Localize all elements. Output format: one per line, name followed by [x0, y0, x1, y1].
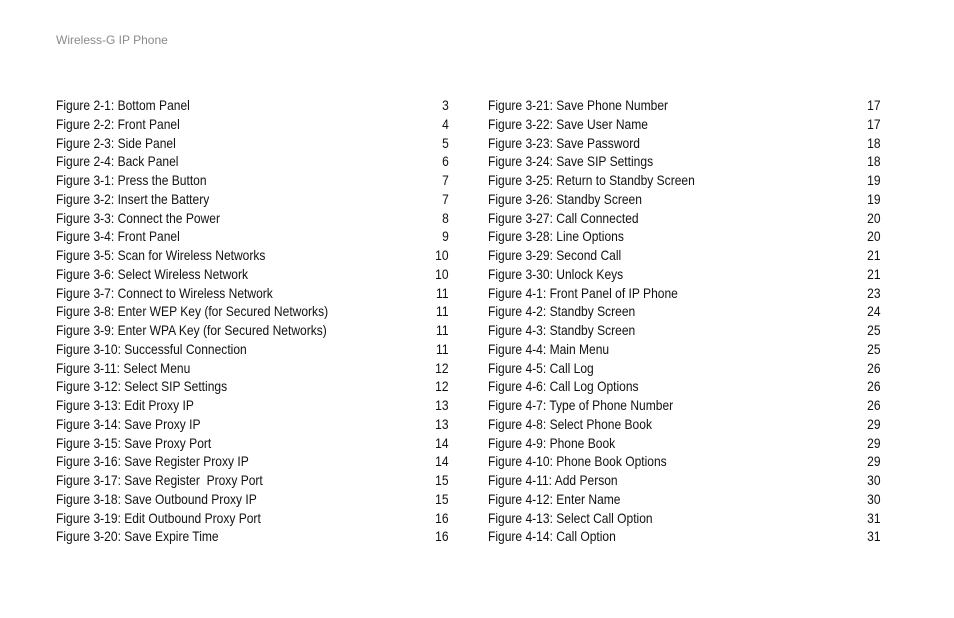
figure-entry-page-number: 20 [867, 209, 881, 226]
figure-entry-title: Figure 3-20: Save Expire Time [56, 528, 219, 545]
figure-entry-page-number: 11 [436, 322, 449, 338]
figure-entry-page-number: 29 [867, 415, 881, 432]
figure-entry[interactable] [488, 359, 881, 378]
figure-entry-title: Figure 2-2: Front Panel [56, 115, 180, 132]
figure-entry[interactable] [488, 265, 881, 284]
figure-entry[interactable] [56, 134, 449, 153]
figure-entry-page-number: 21 [867, 247, 881, 263]
figure-entry[interactable] [488, 490, 881, 509]
figure-entry-title: Figure 3-22: Save User Name [488, 115, 648, 132]
figure-entry[interactable] [56, 377, 449, 396]
figure-entry-title: Figure 3-9: Enter WPA Key (for Secured Networks) [56, 322, 327, 338]
figure-entry[interactable] [56, 340, 449, 359]
figure-entry[interactable] [488, 340, 881, 359]
figure-entry-title: Figure 3-4: Front Panel [56, 228, 180, 245]
figure-entry-title: Figure 4-11: Add Person [488, 472, 618, 488]
figure-entry[interactable] [488, 377, 881, 396]
figure-entry-page-number: 18 [867, 134, 881, 151]
figure-entry-page-number: 19 [867, 190, 881, 207]
figure-entry-title: Figure 3-17: Save Register Proxy Port [56, 472, 263, 488]
figure-entry-title: Figure 3-15: Save Proxy Port [56, 434, 212, 451]
figure-entry[interactable] [488, 190, 881, 209]
figure-entry-page-number: 31 [867, 528, 881, 545]
figure-entry-title: Figure 3-10: Successful Connection [56, 340, 247, 357]
figure-entry[interactable] [488, 471, 881, 490]
figure-entry-title: Figure 2-4: Back Panel [56, 153, 179, 170]
figure-entry[interactable] [56, 265, 449, 284]
figure-entry-title: Figure 4-8: Select Phone Book [488, 415, 652, 432]
figure-entry[interactable] [488, 321, 881, 340]
figure-entry-title: Figure 3-11: Select Menu [56, 359, 191, 376]
figure-entry-title: Figure 3-12: Select SIP Settings [56, 378, 228, 395]
figure-entry-page-number: 8 [442, 209, 449, 226]
running-header: Wireless-G IP Phone [56, 33, 168, 47]
figure-entry-title: Figure 4-6: Call Log Options [488, 378, 639, 395]
figure-entry-page-number: 26 [867, 359, 881, 376]
figure-entry-page-number: 7 [442, 190, 449, 207]
figure-entry[interactable] [56, 302, 449, 321]
figure-entry-page-number: 30 [867, 490, 881, 507]
figure-entry-title: Figure 3-29: Second Call [488, 247, 622, 263]
figure-entry-title: Figure 3-19: Edit Outbound Proxy Port [56, 509, 261, 526]
figure-entry[interactable] [488, 527, 881, 546]
figure-entry[interactable] [488, 115, 881, 134]
figure-entry-title: Figure 4-3: Standby Screen [488, 322, 636, 338]
figure-entry[interactable] [56, 115, 449, 134]
figure-entry[interactable] [488, 509, 881, 528]
figure-entry-page-number: 13 [435, 397, 449, 413]
figure-entry-page-number: 29 [867, 453, 881, 470]
figure-entry-title: Figure 3-7: Connect to Wireless Network [56, 284, 273, 301]
figure-entry[interactable] [56, 227, 449, 246]
figure-entry-page-number: 13 [435, 415, 449, 432]
figure-entry-title: Figure 3-28: Line Options [488, 228, 624, 245]
figure-entry-title: Figure 2-3: Side Panel [56, 134, 176, 151]
figure-entry[interactable] [488, 284, 881, 303]
figure-entry[interactable] [56, 284, 449, 303]
figure-entry-page-number: 9 [442, 228, 449, 245]
figure-entry-page-number: 15 [435, 472, 449, 488]
figure-entry[interactable] [56, 415, 449, 434]
figure-entry[interactable] [56, 209, 449, 228]
figure-entry-title: Figure 2-1: Bottom Panel [56, 97, 190, 113]
figure-entry[interactable] [56, 396, 449, 415]
figure-entry[interactable] [488, 396, 881, 415]
figure-entry-title: Figure 3-14: Save Proxy IP [56, 415, 201, 432]
figure-entry-page-number: 20 [867, 228, 881, 245]
figure-entry-page-number: 18 [867, 153, 881, 170]
figure-entry[interactable] [488, 302, 881, 321]
figure-entry[interactable] [56, 471, 449, 490]
figure-entry-page-number: 5 [442, 134, 449, 151]
figure-entry-page-number: 11 [436, 303, 449, 320]
figure-list-right [488, 96, 881, 546]
figure-entry[interactable] [56, 490, 449, 509]
figure-list-left [56, 96, 449, 546]
figure-entry-title: Figure 3-27: Call Connected [488, 209, 639, 226]
figure-entry[interactable] [488, 434, 881, 453]
figure-entry-title: Figure 4-5: Call Log [488, 359, 594, 376]
figure-entry-page-number: 26 [867, 397, 881, 413]
figure-entry-title: Figure 3-3: Connect the Power [56, 209, 220, 226]
figure-entry-title: Figure 3-5: Scan for Wireless Networks [56, 247, 266, 263]
figure-entry-page-number: 25 [867, 340, 881, 357]
figure-entry-title: Figure 3-18: Save Outbound Proxy IP [56, 490, 257, 507]
figure-entry-page-number: 23 [867, 284, 881, 301]
figure-entry[interactable] [56, 246, 449, 265]
figure-entry-page-number: 29 [867, 434, 881, 451]
figure-entry-page-number: 7 [442, 172, 449, 188]
figure-entry-page-number: 12 [435, 378, 449, 395]
figure-entry-page-number: 26 [867, 378, 881, 395]
figure-entry-title: Figure 3-30: Unlock Keys [488, 265, 624, 282]
figure-entry[interactable] [56, 359, 449, 378]
figure-entry-title: Figure 3-13: Edit Proxy IP [56, 397, 194, 413]
figure-entry-page-number: 10 [435, 265, 449, 282]
figure-entry[interactable] [56, 434, 449, 453]
figure-entry-page-number: 14 [435, 453, 449, 470]
figure-entry-title: Figure 4-9: Phone Book [488, 434, 616, 451]
figure-entry[interactable] [488, 96, 881, 115]
figure-entry[interactable] [488, 246, 881, 265]
figure-entry-page-number: 24 [867, 303, 881, 320]
figure-entry-page-number: 10 [435, 247, 449, 263]
figure-entry-title: Figure 3-1: Press the Button [56, 172, 207, 188]
figure-entry-title: Figure 4-10: Phone Book Options [488, 453, 667, 470]
figure-entry-page-number: 31 [867, 509, 881, 526]
figure-entry[interactable] [56, 527, 449, 546]
figure-entry-title: Figure 4-1: Front Panel of IP Phone [488, 284, 678, 301]
figure-entry-title: Figure 3-16: Save Register Proxy IP [56, 453, 249, 470]
figure-entry-page-number: 17 [867, 97, 881, 113]
figure-entry-page-number: 6 [442, 153, 449, 170]
figure-entry-title: Figure 3-25: Return to Standby Screen [488, 172, 695, 188]
figure-entry-title: Figure 3-21: Save Phone Number [488, 97, 669, 113]
figure-entry-page-number: 19 [867, 172, 881, 188]
figure-entry[interactable] [488, 134, 881, 153]
figure-entry-page-number: 17 [867, 115, 881, 132]
figure-entry-title: Figure 3-8: Enter WEP Key (for Secured Networks) [56, 303, 329, 320]
figure-entry-page-number: 3 [442, 97, 449, 113]
figure-entry-title: Figure 3-6: Select Wireless Network [56, 265, 249, 282]
figure-entry-page-number: 16 [435, 509, 449, 526]
figure-entry[interactable] [56, 171, 449, 190]
figure-entry-page-number: 11 [436, 284, 449, 301]
figure-entry-page-number: 11 [436, 340, 449, 357]
figure-entry-title: Figure 4-7: Type of Phone Number [488, 397, 674, 413]
figure-entry[interactable] [56, 321, 449, 340]
figure-entry[interactable] [488, 209, 881, 228]
figure-entry[interactable] [56, 152, 449, 171]
figure-entry-title: Figure 3-23: Save Password [488, 134, 640, 151]
figure-entry[interactable] [56, 509, 449, 528]
figure-entry-title: Figure 4-12: Enter Name [488, 490, 621, 507]
figure-entry[interactable] [56, 96, 449, 115]
figure-entry-page-number: 4 [442, 115, 449, 132]
figure-entry-title: Figure 4-14: Call Option [488, 528, 616, 545]
figure-entry-title: Figure 4-13: Select Call Option [488, 509, 653, 526]
figure-entry[interactable] [488, 415, 881, 434]
figure-entry-page-number: 15 [435, 490, 449, 507]
figure-entry-title: Figure 4-2: Standby Screen [488, 303, 636, 320]
figure-entry-page-number: 12 [435, 359, 449, 376]
figure-entry-title: Figure 3-26: Standby Screen [488, 190, 642, 207]
figure-entry[interactable] [56, 452, 449, 471]
figure-entry-page-number: 16 [435, 528, 449, 545]
figure-entry[interactable] [56, 190, 449, 209]
figure-entry-title: Figure 4-4: Main Menu [488, 340, 610, 357]
figure-entry-page-number: 21 [867, 265, 881, 282]
figure-entry-page-number: 14 [435, 434, 449, 451]
figure-entry-title: Figure 3-24: Save SIP Settings [488, 153, 654, 170]
figure-entry[interactable] [488, 152, 881, 171]
figure-entry-page-number: 25 [867, 322, 881, 338]
figure-entry[interactable] [488, 171, 881, 190]
figure-entry[interactable] [488, 452, 881, 471]
figure-entry[interactable] [488, 227, 881, 246]
figure-entry-page-number: 30 [867, 472, 881, 488]
figure-entry-title: Figure 3-2: Insert the Battery [56, 190, 210, 207]
